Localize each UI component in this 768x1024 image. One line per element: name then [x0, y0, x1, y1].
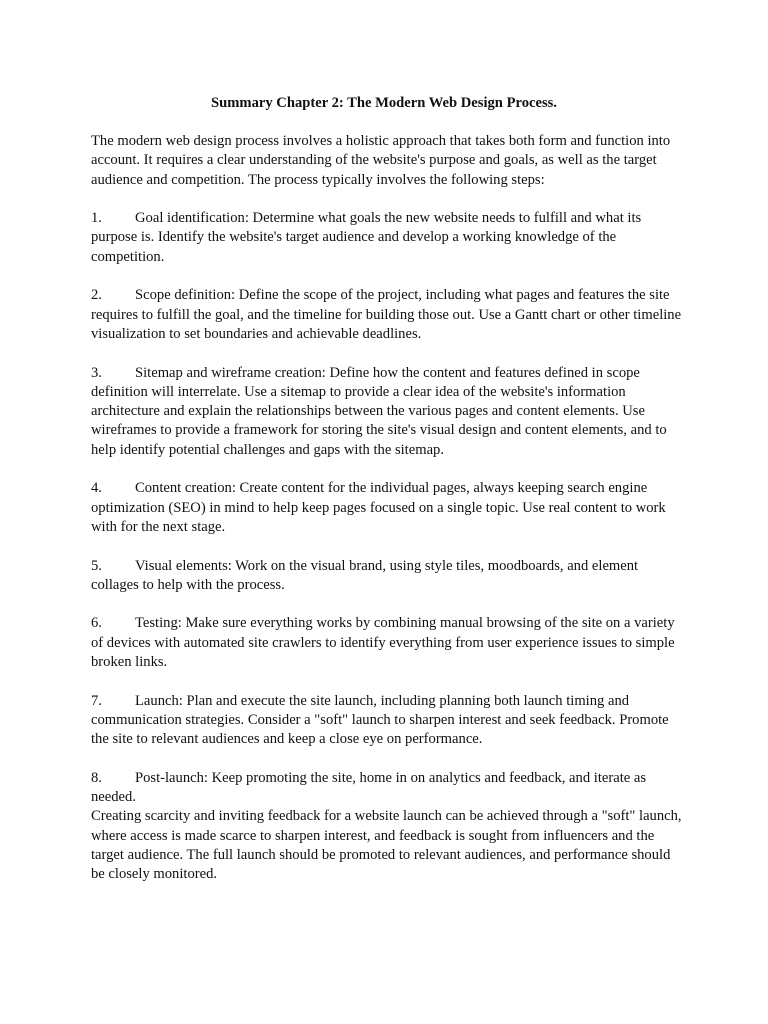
- document-body: [91, 132, 683, 885]
- step-number: 4.: [91, 480, 102, 497]
- step-text: Launch: Plan and execute the site launch, including planning both launch timing and communication strategies. Consider a "soft" launch to sharpen interest and seek feedback. Promote the site to relevant audiences and keep a close eye on performance.: [91, 692, 669, 748]
- step-text: Goal identification: Determine what goals the new website needs to fulfill and what its purpose is. Identify the website's target audience and develop a working knowledge of the competition.: [91, 210, 642, 265]
- step-item-6: [91, 614, 683, 672]
- step-text: Post-launch: Keep promoting the site, home in on analytics and feedback, and iterate as needed.: [91, 769, 647, 806]
- step-number: 6.: [91, 615, 102, 632]
- step-text: Content creation: Create content for the individual pages, always keeping search engine optimization (SEO) in mind to help keep pages focused on a single topic. Use real content to work with for the next stage.: [91, 480, 666, 535]
- step-item-3: [91, 364, 683, 460]
- step-item-1: [91, 209, 683, 267]
- step-item-2: [91, 286, 683, 344]
- step-text: Visual elements: Work on the visual brand, using style tiles, moodboards, and element collages to help with the process.: [91, 557, 639, 593]
- step-item-8: [91, 769, 683, 808]
- step-text: Sitemap and wireframe creation: Define how the content and features defined in scope definition will interrelate. Use a sitemap to provide a clear idea of the website's information architecture and explain the relationships between the various pages and content elements. Use wireframes to provide a framework for storing the site's visual design and content elements, and to help identify potential challenges and gaps with the sitemap.: [91, 364, 667, 458]
- step-number: 2.: [91, 287, 102, 304]
- step-number: 1.: [91, 210, 102, 227]
- step-text: Scope definition: Define the scope of the project, including what pages and features the site requires to fulfill the goal, and the timeline for building those out. Use a Gantt chart or other timeline visualization to set boundaries and achievable deadlines.: [91, 287, 682, 342]
- step-text: Testing: Make sure everything works by combining manual browsing of the site on a variety of devices with automated site crawlers to identify everything from user experience issues to simple broken links.: [91, 615, 675, 671]
- step-item-7: [91, 692, 683, 750]
- intro-paragraph: The modern web design process involves a holistic approach that takes both form and function into account. It requires a clear understanding of the website's purpose and goals, as well as the target audience and competition. The process typically involves the following steps:: [91, 133, 671, 188]
- step-number: 8.: [91, 769, 102, 786]
- step-number: 3.: [91, 364, 102, 381]
- step-item-5: [91, 557, 683, 596]
- document-title: Summary Chapter 2: The Modern Web Design Process.: [211, 95, 557, 111]
- step-number: 7.: [91, 692, 102, 709]
- step-number: 5.: [91, 557, 102, 574]
- step-item-4: [91, 479, 683, 537]
- closing-paragraph: Creating scarcity and inviting feedback for a website launch can be achieved through a "soft" launch, where access is made scarce to sharpen interest, and feedback is sought from influencers and the target audience. The full launch should be promoted to relevant audiences, and performance should be closely monitored.: [91, 808, 682, 883]
